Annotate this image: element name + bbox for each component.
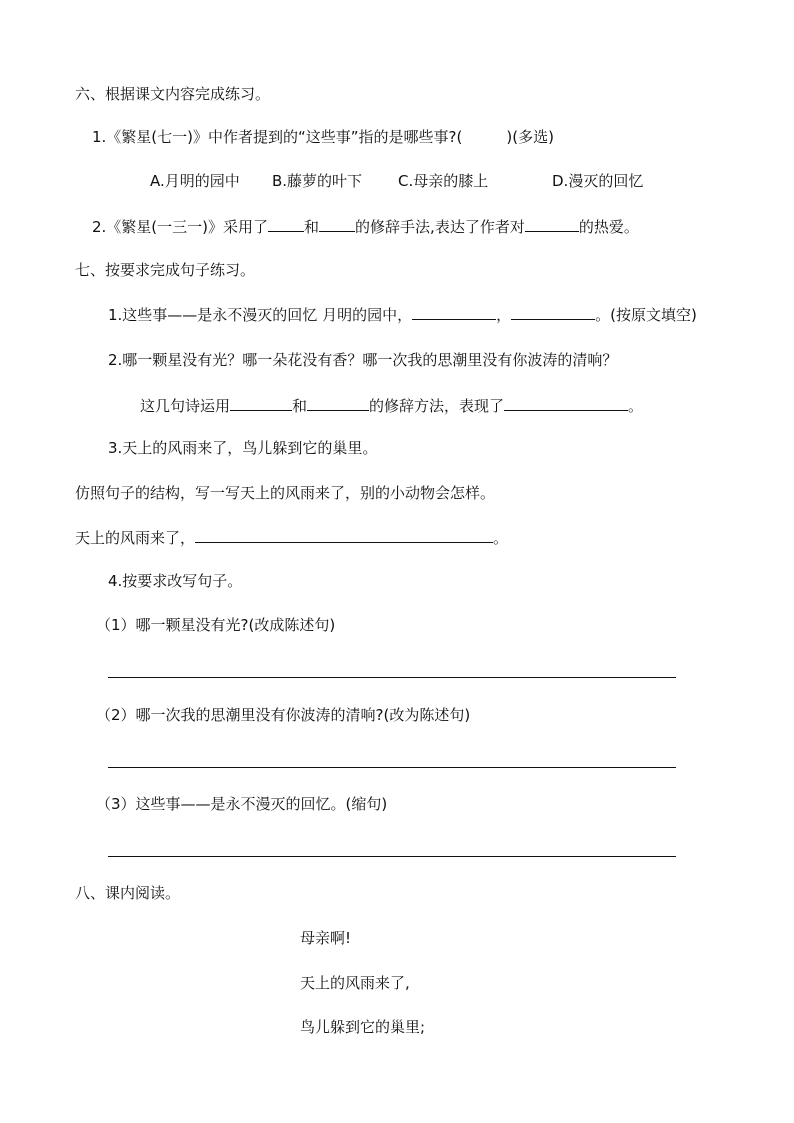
question-6-1-text: 1.《繁星(七一)》中作者提到的“这些事”指的是哪些事?( [92,128,463,146]
fill-blank[interactable] [525,216,579,232]
question-6-2-part-d: 的热爱。 [578,218,639,236]
question-7-1-part-c: 。(按原文填空) [595,306,697,324]
fill-blank[interactable] [195,527,493,543]
question-6-2-part-c: 的修辞手法,表达了作者对 [355,218,525,236]
poem-line: 天上的风雨来了, [300,974,410,992]
answer-line[interactable] [108,856,676,857]
fill-blank[interactable] [268,216,304,232]
question-7-2-part-c: 的修辞方法，表现了 [369,397,505,415]
question-6-1 [92,127,554,147]
fill-blank[interactable] [412,304,496,320]
question-7-2-part-a: 这几句诗运用 [140,397,231,415]
option-a: A.月明的园中 [150,172,240,190]
question-7-1 [108,304,697,325]
question-6-2 [92,216,639,237]
option-b: B.藤萝的叶下 [272,172,363,190]
rewrite-item-3: （3）这些事——是永不漫灭的回忆。(缩句) [96,795,388,813]
fill-blank[interactable] [230,395,292,411]
poem-line: 鸟儿躲到它的巢里; [300,1018,426,1036]
option-c: C.母亲的膝上 [398,172,489,190]
question-7-2: 2.哪一颗星没有光？哪一朵花没有香？哪一次我的思潮里没有你波涛的清响？ [108,351,618,369]
option-d: D.漫灭的回忆 [552,172,644,190]
question-7-2-part-b: 和 [292,397,308,415]
question-7-3-fill [75,527,508,548]
answer-line[interactable] [108,677,676,678]
fill-blank[interactable] [511,304,595,320]
question-6-2-part-b: 和 [304,218,320,236]
question-6-1-note: )(多选) [506,128,554,146]
question-7-2-fill [140,395,643,416]
question-7-3-suffix: 。 [493,529,509,547]
fill-blank[interactable] [504,395,628,411]
poem-line: 母亲啊! [300,929,352,947]
answer-line[interactable] [108,767,676,768]
question-7-2-part-d: 。 [628,397,644,415]
rewrite-item-2: （2）哪一次我的思潮里没有你波涛的清响?(改为陈述句) [96,706,471,724]
section-6-heading: 六、根据课文内容完成练习。 [75,85,271,103]
fill-blank[interactable] [307,395,369,411]
rewrite-item-1: （1）哪一颗星没有光?(改成陈述句) [96,616,336,634]
section-7-heading: 七、按要求完成句子练习。 [75,261,256,279]
question-7-3-prefix: 天上的风雨来了， [75,529,196,547]
fill-blank[interactable] [319,216,355,232]
question-7-3: 3.天上的风雨来了，鸟儿躲到它的巢里。 [108,439,378,457]
question-7-4-title: 4.按要求改写句子。 [108,572,243,590]
question-6-2-part-a: 2.《繁星(一三一)》采用了 [92,218,269,236]
question-7-1-part-a: 1.这些事——是永不漫灭的回忆 月明的园中， [108,306,413,324]
section-8-heading: 八、课内阅读。 [75,884,181,902]
question-7-3-instruction: 仿照句子的结构，写一写天上的风雨来了，别的小动物会怎样。 [75,484,496,502]
question-7-1-part-b: ， [496,306,512,324]
